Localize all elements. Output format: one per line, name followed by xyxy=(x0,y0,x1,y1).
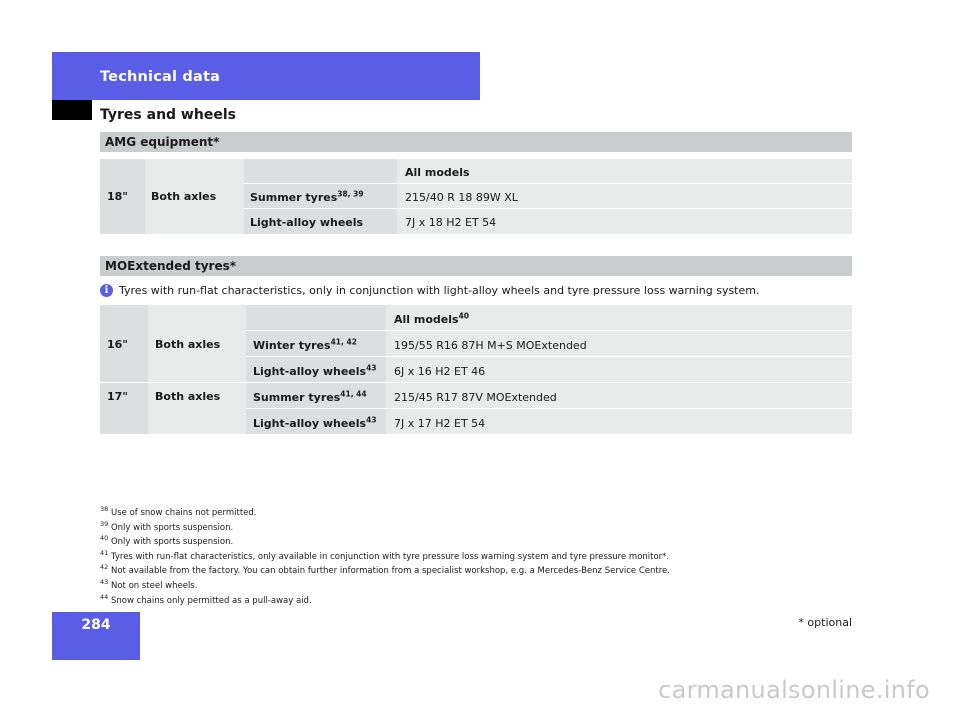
watermark: carmanualsonline.info xyxy=(658,676,930,704)
amg-column-header: All models xyxy=(405,166,470,179)
info-text: Tyres with run-flat characteristics, only in conjunction with light-alloy wheels and tyre pressure loss warning system. xyxy=(119,284,760,297)
mo-column-header: All models$^{40}$ xyxy=(394,311,469,326)
mo-row-value: 6J x 16 H2 ET 46 xyxy=(394,365,486,378)
amg-row-divider xyxy=(244,208,852,209)
footnote: $^{38}$ Use of snow chains not permitted. xyxy=(100,505,257,518)
mo-axles: Both axles xyxy=(155,390,221,403)
footnote: $^{40}$ Only with sports suspension. xyxy=(100,534,234,548)
mo-row-label: Light-alloy wheels$^{43}$ xyxy=(253,415,377,430)
footnote: $^{39}$ Only with sports suspension. xyxy=(100,519,234,533)
amg-axles: Both axles xyxy=(151,190,217,203)
mo-row-divider xyxy=(246,408,852,409)
mo-row-divider xyxy=(246,356,852,357)
amg-row-value: 7J x 18 H2 ET 54 xyxy=(405,216,497,229)
section-title: Technical data xyxy=(100,69,221,85)
amg-size: 18" xyxy=(107,190,129,203)
amg-row-value: 215/40 R 18 89W XL xyxy=(405,191,518,204)
mo-row-label: Winter tyres$^{41, 42}$ xyxy=(253,337,357,352)
mo-row-divider xyxy=(246,330,852,331)
amg-row-divider xyxy=(244,183,852,184)
mo-size: 17" xyxy=(107,390,129,403)
footnote: $^{43}$ Not on steel wheels. xyxy=(100,578,198,591)
footnote: $^{41}$ Tyres with run-flat characteristics, only available in conjunction with tyre pressure loss warning system and tyre pressure monitor*. xyxy=(100,548,670,562)
mo-row-value: 7J x 17 H2 ET 54 xyxy=(394,417,486,430)
page-number: 284 xyxy=(52,612,140,660)
mo-size: 16" xyxy=(107,338,129,351)
info-icon: i xyxy=(100,284,113,297)
mo-axles-cell xyxy=(148,305,246,434)
mo-axles: Both axles xyxy=(155,338,221,351)
black-marker xyxy=(52,100,92,120)
footnote: $^{44}$ Snow chains only permitted as a pull-away aid. xyxy=(100,592,312,606)
amg-row-label: Light-alloy wheels xyxy=(250,216,364,229)
footnote: $^{42}$ Not available from the factory. You can obtain further information from a specialist workshop, e.g. a Mercedes-Benz Service Centre. xyxy=(100,563,670,577)
mo-row-label: Light-alloy wheels$^{43}$ xyxy=(253,363,377,378)
info-note xyxy=(100,284,759,297)
amg-row-label: Summer tyres$^{38, 39}$ xyxy=(250,189,364,204)
mo-row-label: Summer tyres$^{41, 44}$ xyxy=(253,389,367,404)
mo-group-divider xyxy=(100,382,852,383)
page-title: Tyres and wheels xyxy=(100,107,236,123)
mo-row-value: 215/45 R17 87V MOExtended xyxy=(394,391,557,404)
moextended-heading: MOExtended tyres* xyxy=(100,256,852,276)
amg-heading: AMG equipment* xyxy=(100,132,852,152)
footnotes xyxy=(100,506,670,608)
optional-note: * optional xyxy=(798,616,852,629)
mo-row-value: 195/55 R16 87H M+S MOExtended xyxy=(394,339,587,352)
mo-size-cell xyxy=(100,305,148,434)
